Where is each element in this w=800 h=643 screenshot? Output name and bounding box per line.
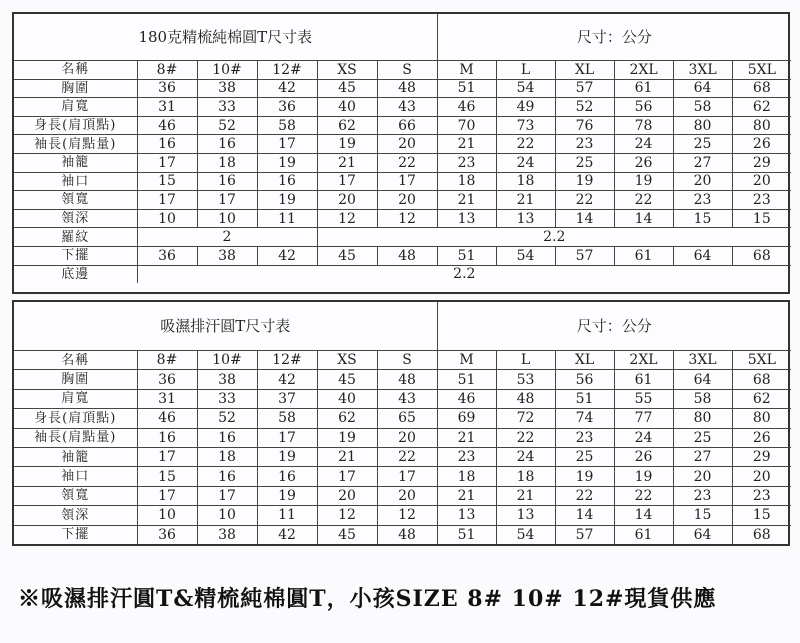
size-value: 36 [137,246,197,265]
size-value: 51 [437,370,496,389]
size-value: 24 [614,135,673,154]
size-value: 42 [257,370,317,389]
table-row [14,172,791,191]
size-value: 51 [437,246,496,265]
size-value: 3XL [673,61,732,80]
hem-row [14,246,791,265]
table-row [14,486,791,505]
stock-note: ※吸濕排汗圓T&精梳純棉圓T，小孩SIZE 8# 10# 12#現貨供應 [18,586,717,612]
size-value: 20 [317,486,377,505]
size-value: 27 [673,447,732,466]
size-value: 14 [614,209,673,228]
row-label: 領寬 [14,486,137,505]
size-value: 52 [555,98,614,117]
size-value: 8# [137,61,197,80]
size-value: 61 [614,79,673,98]
size-value: 11 [257,209,317,228]
size-value: 42 [257,525,317,544]
size-value: 22 [614,486,673,505]
size-value: 3XL [673,351,732,370]
size-value: 16 [197,467,257,486]
size-value: 40 [317,98,377,117]
size-value: 26 [732,135,791,154]
size-value: 46 [437,98,496,117]
size-value: 43 [377,98,437,117]
size-value: 23 [732,486,791,505]
size-value: 64 [673,370,732,389]
size-value: XS [317,351,377,370]
size-value: 8# [137,351,197,370]
table-row [14,209,791,228]
size-value: 13 [496,209,555,228]
row-label: 肩寬 [14,98,137,117]
size-value: 22 [496,428,555,447]
row-label: 袖口 [14,172,137,191]
table-row [14,135,791,154]
size-value: 20 [377,486,437,505]
size-value: 12# [257,351,317,370]
size-value: 51 [437,79,496,98]
size-value: 15 [673,506,732,525]
size-value: 17 [317,467,377,486]
row-label: 名稱 [14,351,137,370]
size-value: 26 [614,447,673,466]
size-value: 12 [377,506,437,525]
size-value: 25 [673,135,732,154]
table-row [14,370,791,389]
size-value: 38 [197,370,257,389]
size-value: 15 [137,467,197,486]
size-value: 58 [673,389,732,408]
size-value: 16 [137,135,197,154]
size-value: 48 [496,389,555,408]
size-value: 36 [137,525,197,544]
size-value: 31 [137,389,197,408]
size-value: 54 [496,246,555,265]
size-value: 49 [496,98,555,117]
size-value: 11 [257,506,317,525]
size-value: 23 [732,191,791,210]
size-value: 45 [317,370,377,389]
size-value: 45 [317,246,377,265]
size-value: 42 [257,79,317,98]
row-label: 名稱 [14,61,137,80]
size-value: 20 [317,191,377,210]
size-value: 62 [732,98,791,117]
size-value: 18 [197,447,257,466]
size-value: 66 [377,116,437,135]
size-value: 57 [555,246,614,265]
table-title: 吸濕排汗圓T尺寸表 [14,302,437,351]
size-value: 22 [555,191,614,210]
size-value: 64 [673,525,732,544]
row-label: 袖籠 [14,153,137,172]
size-value: 22 [377,153,437,172]
row-label: 肩寬 [14,389,137,408]
size-value: 5XL [732,61,791,80]
size-value: 80 [673,116,732,135]
dryfit-tee-size-table [12,300,790,546]
size-value: 21 [496,486,555,505]
size-value: XS [317,61,377,80]
adult-rib-value: 2.2 [317,228,791,247]
size-value: 38 [197,525,257,544]
size-value: 20 [732,467,791,486]
table-row [14,116,791,135]
size-value: 12 [377,209,437,228]
size-value: 17 [197,191,257,210]
size-value: 15 [673,209,732,228]
size-value: 54 [496,79,555,98]
size-value: 17 [137,486,197,505]
size-value: 23 [673,486,732,505]
size-value: 62 [732,389,791,408]
size-value: 33 [197,389,257,408]
size-value: 22 [377,447,437,466]
size-value: 76 [555,116,614,135]
row-label: 胸圍 [14,370,137,389]
size-value: 80 [732,409,791,428]
size-value: 57 [555,525,614,544]
table-title: 180克精梳純棉圓T尺寸表 [14,14,437,61]
table-row [14,79,791,98]
size-value: 73 [496,116,555,135]
size-value: 22 [555,486,614,505]
size-value: 15 [732,506,791,525]
size-value: 16 [257,172,317,191]
row-label: 領深 [14,506,137,525]
size-value: 77 [614,409,673,428]
size-value: 20 [673,467,732,486]
header-row [14,351,791,370]
kids-rib-value: 2 [137,228,317,247]
size-value: 58 [673,98,732,117]
row-label: 身長(肩頂點) [14,409,137,428]
size-value: 16 [197,172,257,191]
size-value: 23 [437,447,496,466]
size-value: 5XL [732,351,791,370]
size-value: 24 [614,428,673,447]
size-value: 21 [437,486,496,505]
size-value: 19 [555,467,614,486]
size-value: 23 [437,153,496,172]
row-label: 身長(肩頂點) [14,116,137,135]
size-value: 43 [377,389,437,408]
size-value: 10 [197,209,257,228]
size-value: 51 [437,525,496,544]
size-value: L [496,351,555,370]
table-row [14,98,791,117]
table-row [14,389,791,408]
size-value: 58 [257,116,317,135]
size-value: 68 [732,370,791,389]
size-value: 23 [555,135,614,154]
size-value: 80 [732,116,791,135]
size-value: 10 [137,506,197,525]
size-value: 21 [496,191,555,210]
size-value: 17 [257,428,317,447]
size-value: 26 [732,428,791,447]
size-value: 20 [377,135,437,154]
size-value: 16 [257,467,317,486]
size-value: 20 [732,172,791,191]
bottom-value: 2.2 [137,265,791,283]
size-value: 19 [257,486,317,505]
size-value: 25 [555,153,614,172]
size-value: 21 [317,447,377,466]
row-label: 下擺 [14,246,137,265]
size-value: 19 [317,428,377,447]
size-value: 10 [137,209,197,228]
size-value: 13 [496,506,555,525]
size-value: 24 [496,153,555,172]
size-value: 21 [317,153,377,172]
size-value: 68 [732,79,791,98]
size-value: 65 [377,409,437,428]
size-value: 38 [197,79,257,98]
size-value: 29 [732,447,791,466]
size-value: 57 [555,79,614,98]
size-value: 48 [377,246,437,265]
row-label: 袖口 [14,467,137,486]
size-value: 19 [614,172,673,191]
size-value: 21 [437,428,496,447]
table-row [14,447,791,466]
size-value: S [377,61,437,80]
size-value: 54 [496,525,555,544]
row-label: 領深 [14,209,137,228]
size-value: 10 [197,506,257,525]
size-value: 31 [137,98,197,117]
size-value: 19 [555,172,614,191]
size-value: 17 [377,172,437,191]
row-label: 袖籠 [14,447,137,466]
size-value: 20 [377,428,437,447]
size-value: 46 [137,116,197,135]
size-value: 12 [317,209,377,228]
size-value: 45 [317,525,377,544]
size-value: 58 [257,409,317,428]
size-value: 15 [137,172,197,191]
size-value: 18 [437,172,496,191]
size-value: 10# [197,61,257,80]
size-value: XL [555,351,614,370]
size-value: 68 [732,246,791,265]
table-row [14,153,791,172]
size-value: 23 [673,191,732,210]
size-value: 25 [673,428,732,447]
size-value: 23 [555,428,614,447]
size-value: XL [555,61,614,80]
size-value: 74 [555,409,614,428]
size-value: 20 [377,191,437,210]
size-value: 61 [614,370,673,389]
size-value: 46 [137,409,197,428]
size-value: 2XL [614,61,673,80]
size-value: 61 [614,525,673,544]
size-value: 16 [137,428,197,447]
size-value: 16 [197,135,257,154]
size-value: 69 [437,409,496,428]
size-value: 17 [257,135,317,154]
size-value: 26 [614,153,673,172]
size-value: 56 [555,370,614,389]
size-value: 22 [614,191,673,210]
size-value: 12# [257,61,317,80]
row-label: 胸圍 [14,79,137,98]
size-value: 17 [137,191,197,210]
size-value: 19 [317,135,377,154]
size-value: 14 [555,209,614,228]
size-value: 14 [614,506,673,525]
size-value: 56 [614,98,673,117]
unit-label: 尺寸：公分 [437,302,791,351]
size-value: 21 [437,191,496,210]
size-value: 16 [197,428,257,447]
size-value: 48 [377,525,437,544]
size-value: 61 [614,246,673,265]
size-value: 45 [317,79,377,98]
size-value: 42 [257,246,317,265]
table-row [14,409,791,428]
size-value: 19 [257,447,317,466]
size-value: 36 [257,98,317,117]
size-value: 68 [732,525,791,544]
size-value: 37 [257,389,317,408]
size-value: 48 [377,79,437,98]
row-label: 底邊 [14,265,137,283]
size-value: 46 [437,389,496,408]
size-value: 64 [673,246,732,265]
size-value: 48 [377,370,437,389]
size-value: 53 [496,370,555,389]
size-value: 24 [496,447,555,466]
size-value: 17 [137,153,197,172]
size-value: 72 [496,409,555,428]
size-value: 20 [673,172,732,191]
size-value: 18 [197,153,257,172]
size-value: 13 [437,506,496,525]
size-value: 18 [437,467,496,486]
table-row [14,467,791,486]
size-value: 27 [673,153,732,172]
size-value: 19 [614,467,673,486]
size-value: M [437,61,496,80]
row-label: 羅紋 [14,228,137,247]
size-value: 36 [137,79,197,98]
size-value: 19 [257,191,317,210]
row-label: 袖長(肩點量) [14,135,137,154]
size-value: 62 [317,116,377,135]
size-value: 2XL [614,351,673,370]
size-value: 17 [137,447,197,466]
rib-row [14,228,791,247]
table-row [14,428,791,447]
table-row [14,191,791,210]
row-label: 下擺 [14,525,137,544]
size-value: 17 [197,486,257,505]
size-value: 18 [496,172,555,191]
size-value: 19 [257,153,317,172]
size-value: L [496,61,555,80]
size-value: 25 [555,447,614,466]
size-value: M [437,351,496,370]
row-label: 袖長(肩點量) [14,428,137,447]
size-value: 38 [197,246,257,265]
size-value: 21 [437,135,496,154]
size-value: 12 [317,506,377,525]
size-value: 78 [614,116,673,135]
cotton-tee-size-table [12,12,790,294]
size-value: 29 [732,153,791,172]
size-value: 15 [732,209,791,228]
size-value: 52 [197,116,257,135]
size-value: 80 [673,409,732,428]
row-label: 領寬 [14,191,137,210]
size-value: 55 [614,389,673,408]
size-value: 13 [437,209,496,228]
size-value: 52 [197,409,257,428]
size-value: 17 [377,467,437,486]
size-value: 40 [317,389,377,408]
table-row [14,525,791,544]
bottom-row [14,265,791,283]
size-value: 64 [673,79,732,98]
size-value: 14 [555,506,614,525]
size-value: 33 [197,98,257,117]
size-value: 10# [197,351,257,370]
size-value: 17 [317,172,377,191]
unit-label: 尺寸：公分 [437,14,791,61]
table-row [14,506,791,525]
header-row [14,61,791,80]
size-value: 22 [496,135,555,154]
size-value: 18 [496,467,555,486]
size-value: 70 [437,116,496,135]
size-value: 36 [137,370,197,389]
size-value: S [377,351,437,370]
size-value: 62 [317,409,377,428]
size-value: 51 [555,389,614,408]
